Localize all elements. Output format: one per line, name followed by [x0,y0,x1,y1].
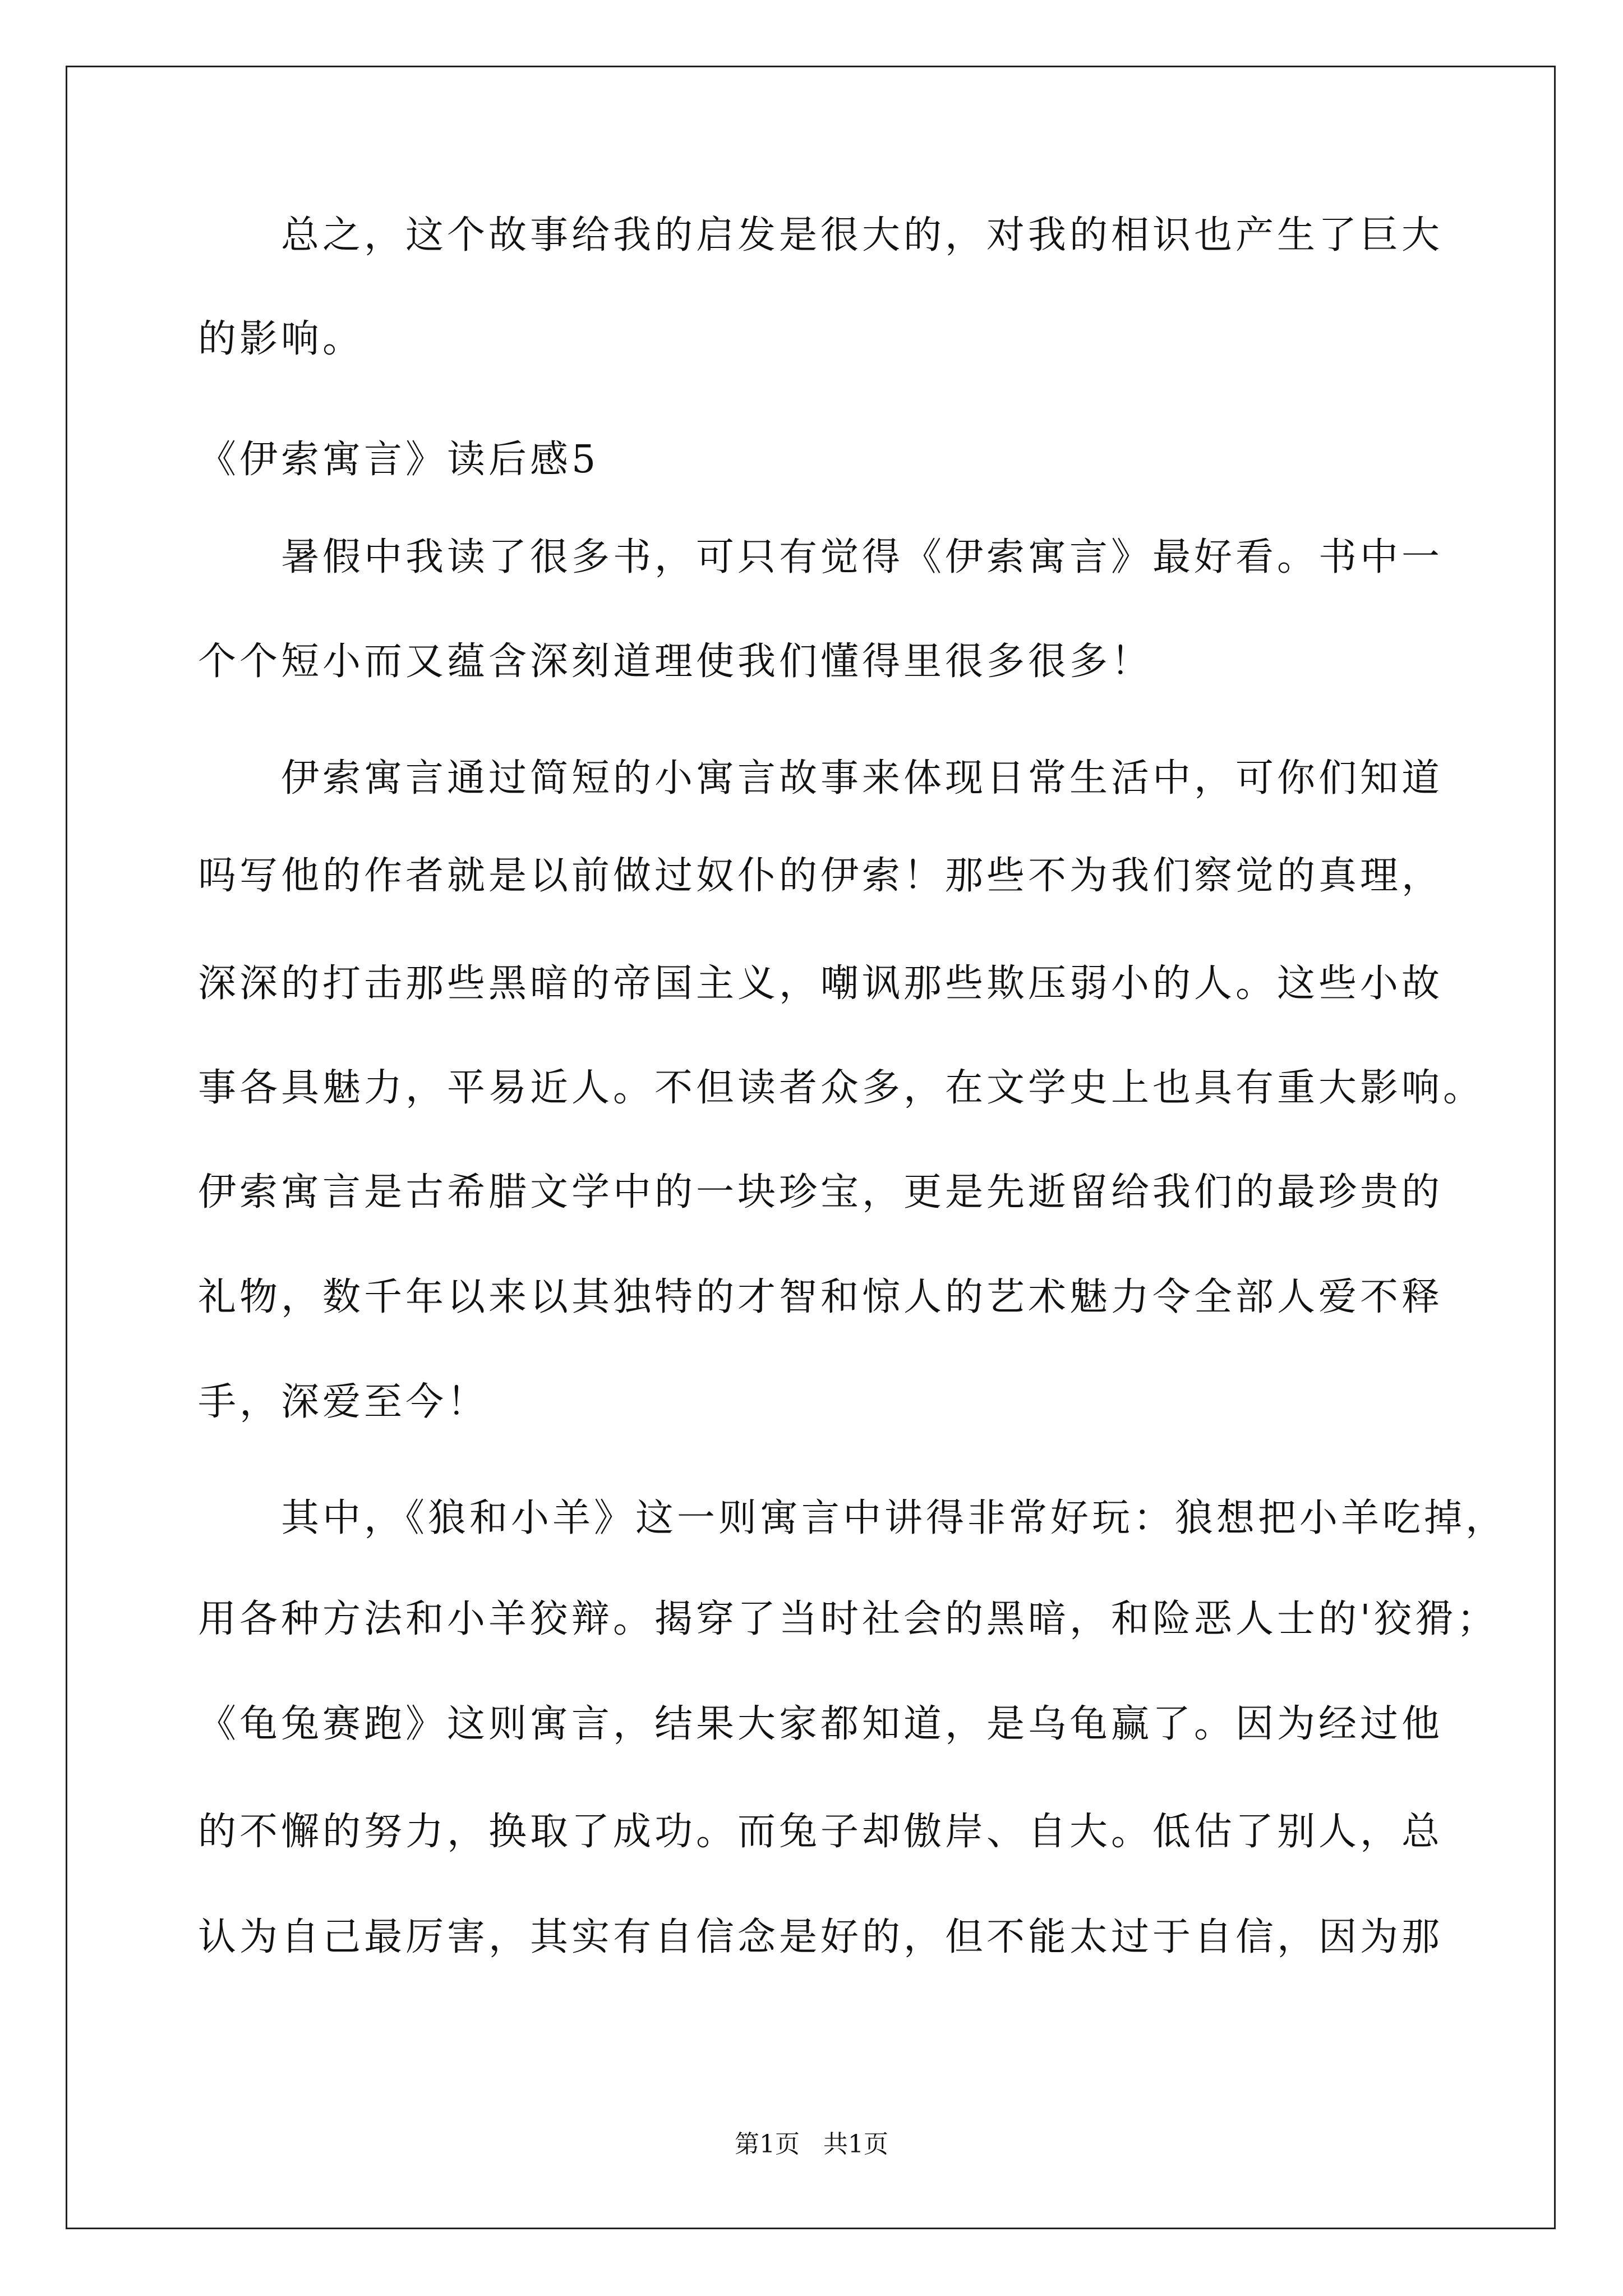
paragraph-line: 暑假中我读了很多书，可只有觉得《伊索寓言》最好看。书中一 [281,535,1444,579]
paragraph-line: 手，深爱至今！ [198,1380,489,1424]
paragraph-line: 礼物，数千年以来以其独特的才智和惊人的艺术魅力令全部人爱不释 [198,1275,1444,1319]
section-heading: 《伊索寓言》读后感5 [198,438,600,482]
paragraph-line: 深深的打击那些黑暗的帝国主义，嘲讽那些欺压弱小的人。这些小故 [198,961,1444,1006]
paragraph-line: 《龟兔赛跑》这则寓言，结果大家都知道，是乌龟赢了。因为经过他 [198,1702,1444,1746]
paragraph-line: 用各种方法和小羊狡辩。揭穿了当时社会的黑暗，和险恶人士的'狡猾； [198,1597,1498,1641]
paragraph-line: 事各具魅力，平易近人。不但读者众多，在文学史上也具有重大影响。 [198,1066,1485,1110]
paragraph-line: 认为自己最厉害，其实有自信念是好的，但不能太过于自信，因为那 [198,1915,1444,1959]
paragraph-line: 吗写他的作者就是以前做过奴仆的伊索！那些不为我们察觉的真理， [198,854,1444,898]
paragraph-line: 总之，这个故事给我的启发是很大的，对我的相识也产生了巨大 [281,213,1444,257]
paragraph-line: 伊索寓言是古希腊文学中的一块珍宝，更是先逝留给我们的最珍贵的 [198,1170,1444,1214]
paragraph-line: 其中，《狼和小羊》这一则寓言中讲得非常好玩：狼想把小羊吃掉， [281,1496,1507,1540]
page-border [66,66,1556,2229]
paragraph-line: 个个短小而又蕴含深刻道理使我们懂得里很多很多！ [198,639,1153,684]
paragraph-line: 伊索寓言通过简短的小寓言故事来体现日常生活中，可你们知道 [281,756,1444,800]
page-number-footer: 第1页 共1页 [735,2130,888,2159]
paragraph-line: 的不懈的努力，换取了成功。而兔子却傲岸、自大。低估了别人，总 [198,1810,1444,1854]
paragraph-line: 的影响。 [198,317,365,361]
